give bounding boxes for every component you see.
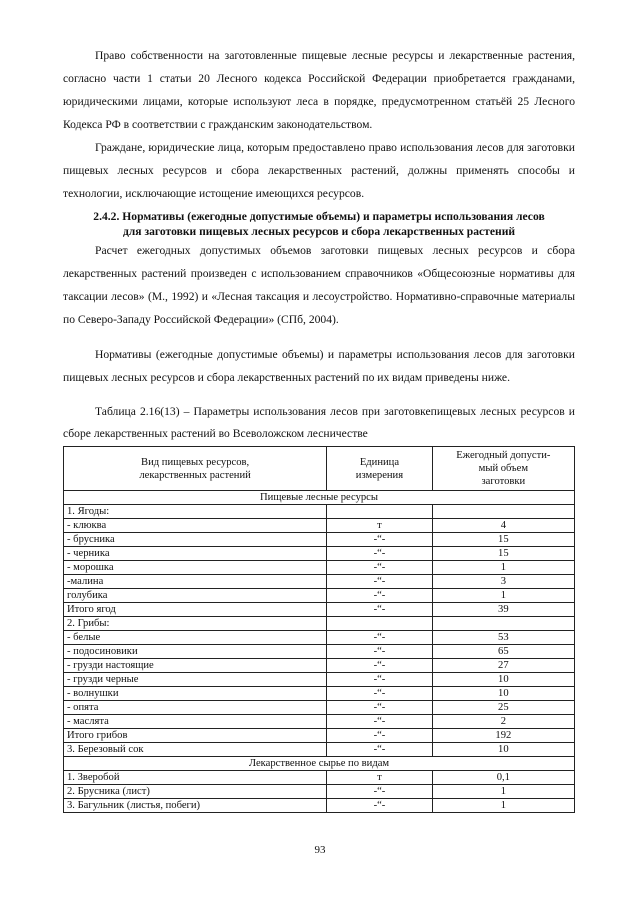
header-volume-line3: заготовки [481, 476, 526, 487]
row-resource-name: - белые [64, 631, 327, 645]
row-resource-name: - опята [64, 701, 327, 715]
row-unit [327, 617, 433, 631]
table-row [64, 687, 575, 701]
row-volume [432, 505, 574, 519]
row-unit: -“- [327, 687, 433, 701]
row-volume: 10 [432, 673, 574, 687]
table-row [64, 729, 575, 743]
table-section-row [64, 491, 575, 505]
row-resource-name: - брусника [64, 533, 327, 547]
row-volume: 10 [432, 687, 574, 701]
row-volume: 4 [432, 519, 574, 533]
row-resource-name: голубика [64, 589, 327, 603]
paragraph-norms: Нормативы (ежегодные допустимые объемы) и параметры использования лесов для заготовки пищевых лесных ресурсов и сбора лекарственных растений по их видам приведены ниже. [63, 348, 575, 384]
row-unit: -“- [327, 743, 433, 757]
row-volume: 0,1 [432, 771, 574, 785]
row-volume: 1 [432, 589, 574, 603]
row-resource-name: - маслята [64, 715, 327, 729]
table-row [64, 645, 575, 659]
row-unit: -“- [327, 701, 433, 715]
header-volume-line1: Ежегодный допусти- [456, 450, 551, 461]
row-resource-name: 2. Грибы: [64, 617, 327, 631]
row-unit: -“- [327, 631, 433, 645]
header-resource-type [64, 447, 327, 491]
paragraph-ownership: Право собственности на заготовленные пищевые лесные ресурсы и лекарственные растения, согласно части 1 статьи 20 Лесного кодекса Российской Федерации приобретается гражданами, юридическими лицами, которые используют леса в порядке, предусмотренном статьёй 25 Лесного Кодекса РФ в соответствии с гражданским законодательством. [63, 49, 575, 131]
row-resource-name: - волнушки [64, 687, 327, 701]
table-row [64, 589, 575, 603]
table-row [64, 785, 575, 799]
row-volume: 39 [432, 603, 574, 617]
table-section-row [64, 757, 575, 771]
row-unit: т [327, 771, 433, 785]
row-resource-name: - грузди черные [64, 673, 327, 687]
row-volume: 15 [432, 547, 574, 561]
row-unit [327, 505, 433, 519]
row-resource-name: Итого грибов [64, 729, 327, 743]
page-number: 93 [314, 844, 326, 856]
row-unit: -“- [327, 729, 433, 743]
row-resource-name: 3. Багульник (листья, побеги) [64, 799, 327, 813]
row-unit: т [327, 519, 433, 533]
row-volume: 65 [432, 645, 574, 659]
row-volume: 25 [432, 701, 574, 715]
table-row [64, 575, 575, 589]
row-volume: 15 [432, 533, 574, 547]
row-volume [432, 617, 574, 631]
table-row [64, 715, 575, 729]
header-resource-line1: Вид пищевых ресурсов, [141, 456, 250, 468]
row-resource-name: - черника [64, 547, 327, 561]
row-resource-name: -малина [64, 575, 327, 589]
table-row [64, 547, 575, 561]
row-resource-name: 1. Ягоды: [64, 505, 327, 519]
table-row [64, 799, 575, 813]
row-volume: 27 [432, 659, 574, 673]
row-volume: 192 [432, 729, 574, 743]
row-unit: -“- [327, 715, 433, 729]
row-resource-name: - подосиновики [64, 645, 327, 659]
table-row [64, 631, 575, 645]
header-unit [327, 447, 433, 491]
row-unit: -“- [327, 533, 433, 547]
table-row [64, 519, 575, 533]
row-volume: 1 [432, 785, 574, 799]
header-unit-line1: Единица [359, 456, 400, 468]
header-volume-line2: мый объем [478, 463, 529, 474]
row-volume: 1 [432, 561, 574, 575]
row-volume: 53 [432, 631, 574, 645]
document-page [63, 44, 575, 813]
row-unit: -“- [327, 673, 433, 687]
row-resource-name: - грузди настоящие [64, 659, 327, 673]
row-volume: 1 [432, 799, 574, 813]
row-volume: 3 [432, 575, 574, 589]
parameters-table [63, 446, 575, 813]
row-resource-name: - морошка [64, 561, 327, 575]
row-volume: 10 [432, 743, 574, 757]
paragraph-technologies: Граждане, юридические лица, которым предоставлено право использования лесов для заготовки пищевых лесных ресурсов и сбора лекарственных растений, должны применять способы и технологии, исключающие истощение имеющихся ресурсов. [63, 141, 575, 200]
row-unit: -“- [327, 799, 433, 813]
row-unit: -“- [327, 659, 433, 673]
table-row [64, 617, 575, 631]
table-row [64, 673, 575, 687]
row-volume: 2 [432, 715, 574, 729]
table-row [64, 701, 575, 715]
row-unit: -“- [327, 645, 433, 659]
section-heading-line1: 2.4.2. Нормативы (ежегодные допустимые объемы) и параметры использования лесов [93, 210, 545, 223]
row-resource-name: 3. Березовый сок [64, 743, 327, 757]
header-annual-volume [432, 447, 574, 491]
table-row [64, 771, 575, 785]
header-resource-line2: лекарственных растений [139, 469, 251, 481]
row-unit: -“- [327, 561, 433, 575]
table-row [64, 561, 575, 575]
row-unit: -“- [327, 785, 433, 799]
section-heading-line2: для заготовки пищевых лесных ресурсов и сбора лекарственных растений [122, 225, 516, 238]
paragraph-calculation: Расчет ежегодных допустимых объемов заготовки пищевых лесных ресурсов и сбора лекарственных растений произведен с использованием справочников «Общесоюзные нормативы для таксации лесов» (М., 1992) и «Лесная таксация и лесоустройство. Нормативно-справочные материалы по Северо-Западу Российской Федерации» (СПб, 2004). [63, 244, 575, 326]
table-row [64, 533, 575, 547]
table-row [64, 659, 575, 673]
section-medicinal-raw-materials: Лекарственное сырье по видам [64, 757, 575, 771]
table-caption: Таблица 2.16(13) – Параметры использования лесов при заготовкепищевых лесных ресурсов и сборе лекарственных растений во Всеволожском лесничестве [63, 405, 575, 440]
row-unit: -“- [327, 575, 433, 589]
row-unit: -“- [327, 603, 433, 617]
row-resource-name: Итого ягод [64, 603, 327, 617]
row-resource-name: - клюква [64, 519, 327, 533]
row-unit: -“- [327, 547, 433, 561]
table-row [64, 743, 575, 757]
section-food-resources: Пищевые лесные ресурсы [64, 491, 575, 505]
header-unit-line2: измерения [355, 469, 404, 481]
table-row [64, 603, 575, 617]
section-heading [63, 209, 575, 239]
table-header-row [64, 447, 575, 491]
row-unit: -“- [327, 589, 433, 603]
table-row [64, 505, 575, 519]
row-resource-name: 2. Брусника (лист) [64, 785, 327, 799]
row-resource-name: 1. Зверобой [64, 771, 327, 785]
